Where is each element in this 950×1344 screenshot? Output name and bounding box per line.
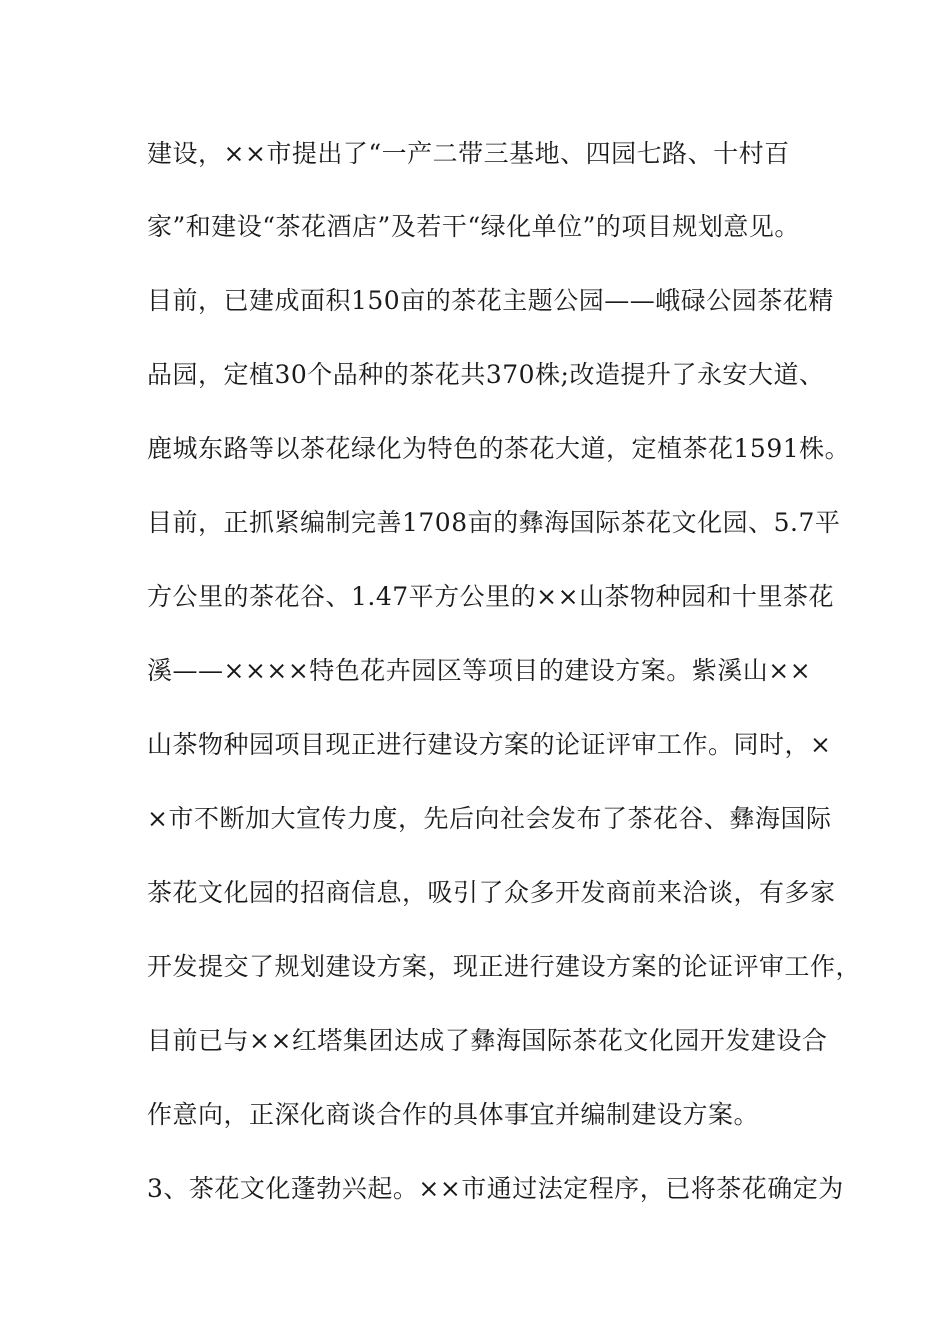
text-line: 鹿城东路等以茶花绿化为特色的茶花大道，定植茶花1591株。 bbox=[147, 434, 851, 463]
text-line: 茶花文化园的招商信息，吸引了众多开发商前来洽谈，有多家 bbox=[147, 878, 836, 907]
text-line: 目前，正抓紧编制完善1708亩的彝海国际茶花文化园、5.7平 bbox=[147, 508, 841, 537]
text-line: 方公里的茶花谷、1.47平方公里的××山茶物种园和十里茶花 bbox=[147, 582, 835, 611]
text-line: 目前，已建成面积150亩的茶花主题公园——峨碌公园茶花精 bbox=[147, 286, 834, 315]
text-line: 品园，定植30个品种的茶花共370株;改造提升了永安大道、 bbox=[147, 360, 825, 389]
text-line: 作意向，正深化商谈合作的具体事宜并编制建设方案。 bbox=[147, 1100, 760, 1129]
text-line: 家”和建设“茶花酒店”及若干“绿化单位”的项目规划意见。 bbox=[147, 212, 800, 241]
section-heading-line: 3、茶花文化蓬勃兴起。××市通过法定程序，已将茶花确定为 bbox=[147, 1174, 844, 1203]
text-line: 开发提交了规划建设方案，现正进行建设方案的论证评审工作， bbox=[147, 952, 862, 981]
text-line: 目前已与××红塔集团达成了彝海国际茶花文化园开发建设合 bbox=[147, 1026, 828, 1055]
text-line: 山茶物种园项目现正进行建设方案的论证评审工作。同时，× bbox=[147, 730, 832, 759]
text-line: 建设，××市提出了“一产二带三基地、四园七路、十村百 bbox=[147, 139, 790, 168]
text-line: 溪——××××特色花卉园区等项目的建设方案。紫溪山×× bbox=[147, 656, 812, 685]
text-line: ×市不断加大宣传力度，先后向社会发布了茶花谷、彝海国际 bbox=[147, 804, 832, 833]
